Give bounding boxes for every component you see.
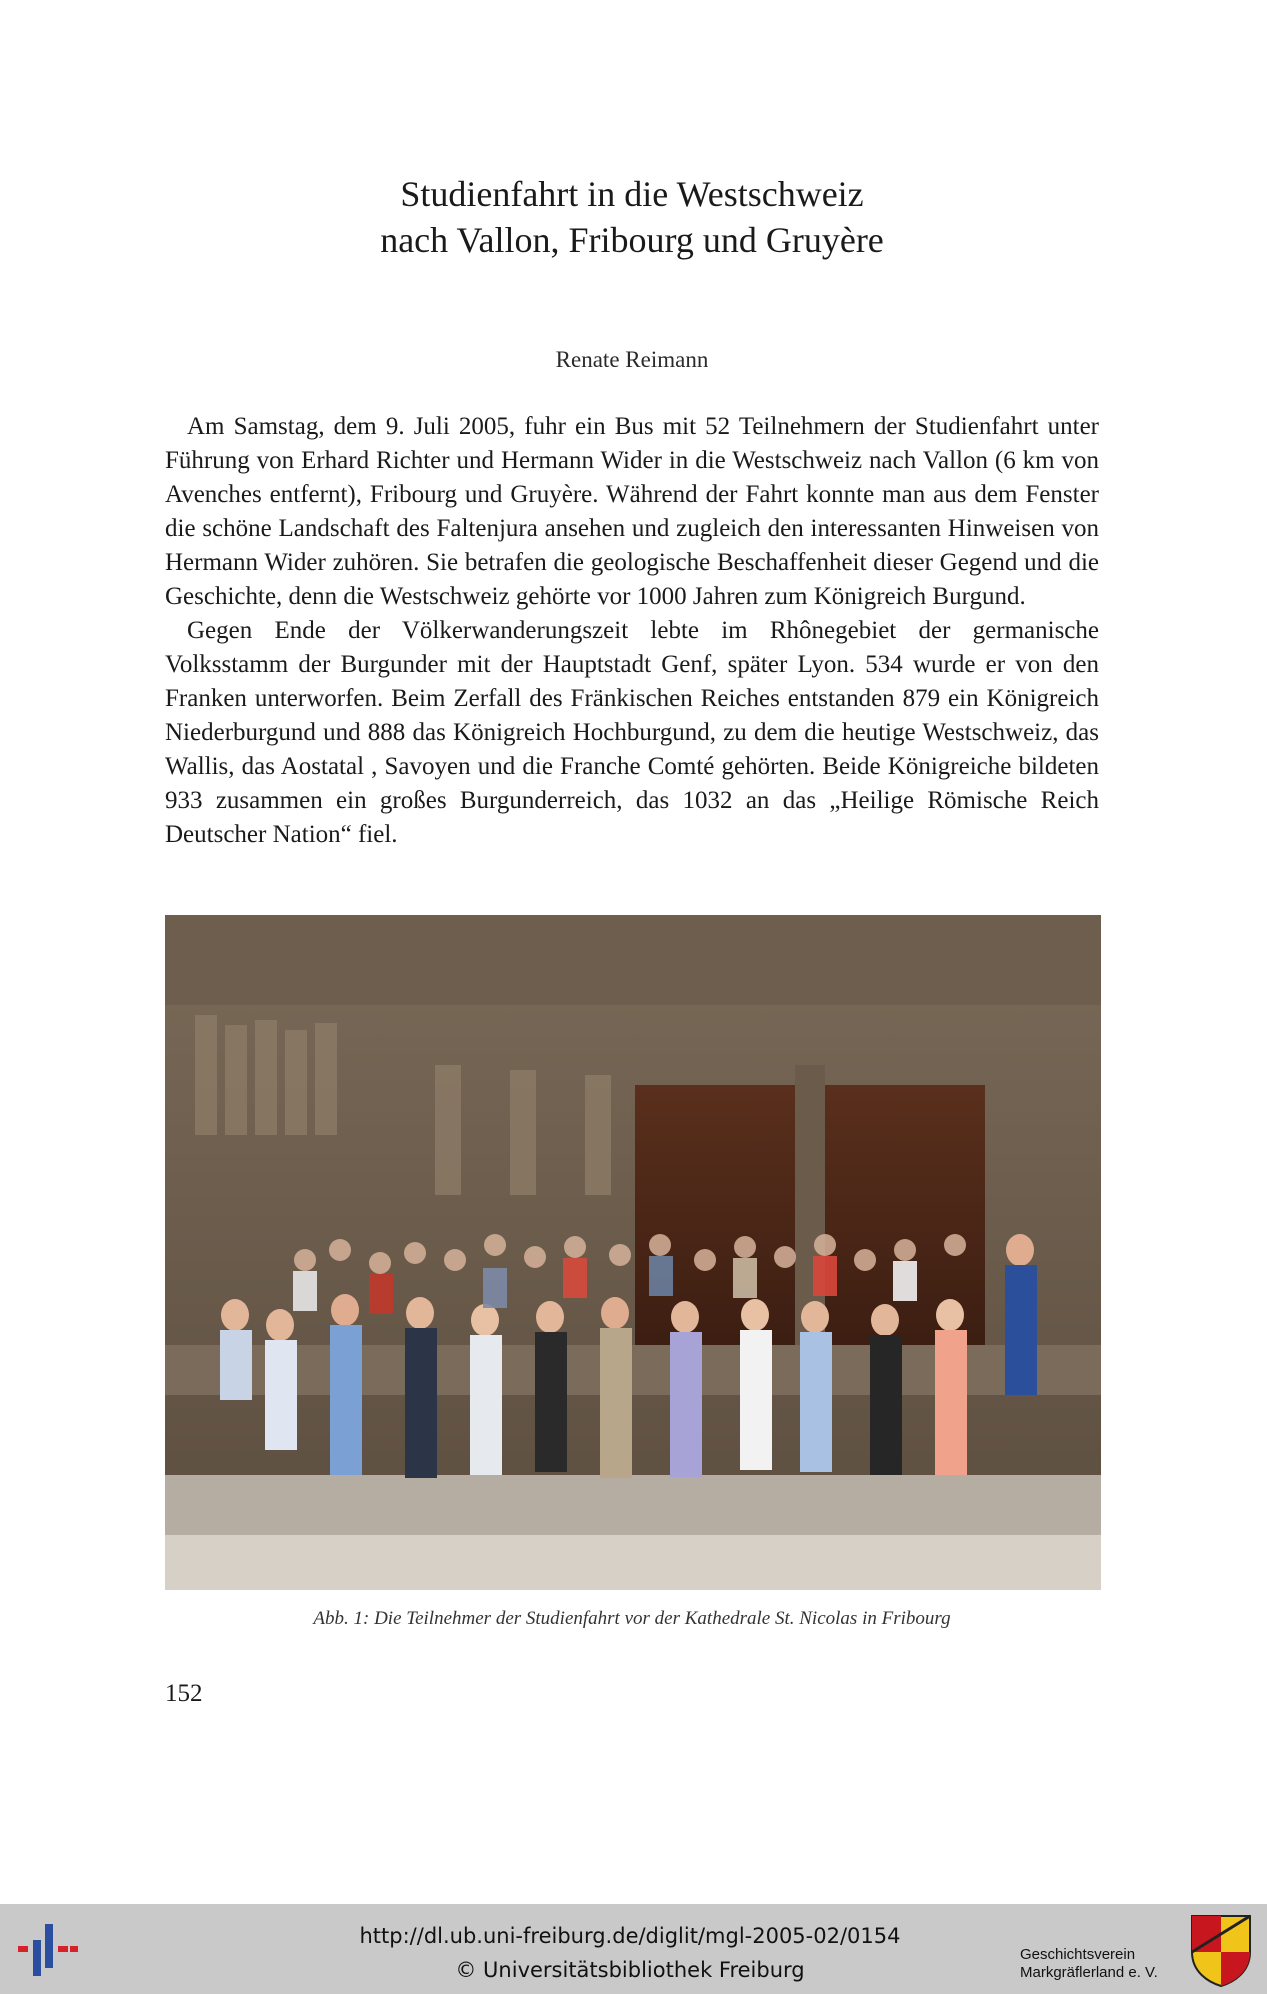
society-line-1: Geschichtsverein: [1020, 1946, 1136, 1963]
paragraph-2: Gegen Ende der Völkerwanderungszeit lebte im Rhônegebiet der germanische Volksstamm der Burgunder mit der Hauptstadt Genf, später Lyon. 534 wurde er von den Franken unterworfen. Beim Zerfall des Fränkischen Reiches entstanden 879 ein Königreich Niederburgund und 888 das Königreich Hochburgund, zu dem die heutige Westschweiz, das Wallis, das Aostatal , Savoyen und die Franche Comté gehörten. Beide Königreiche bildeten 933 zusammen ein großes Burgunderreich, das 1032 an das „Heilige Römische Reich Deutscher Nation“ fiel.: [165, 617, 1099, 848]
footer-bar: [0, 1904, 1267, 1994]
cathedral-group-photo-image: [165, 915, 1101, 1590]
title-line-2: nach Vallon, Fribourg und Gruyère: [380, 220, 884, 260]
article-body: [165, 410, 1099, 852]
figure-caption: Abb. 1: Die Teilnehmer der Studienfahrt vor der Kathedrale St. Nicolas in Fribourg: [313, 1608, 951, 1629]
author-name: Renate Reimann: [555, 347, 709, 372]
article-title: [165, 171, 1099, 263]
paragraph-1: Am Samstag, dem 9. Juli 2005, fuhr ein Bus mit 52 Teilnehmern der Studienfahrt unter Führung von Erhard Richter und Hermann Wider in die Westschweiz nach Vallon (6 km von Avenches entfernt), Fribourg und Gruyère. Während der Fahrt konnte man aus dem Fenster die schöne Landschaft des Faltenjura ansehen und zugleich den interessanten Hinweisen von Hermann Wider zuhören. Sie betrafen die geologische Beschaffenheit dieser Gegend und die Geschichte, denn die Westschweiz gehörte vor 1000 Jahren zum Königreich Burgund.: [165, 413, 1099, 610]
document-url[interactable]: http://dl.ub.uni-freiburg.de/diglit/mgl-2005-02/0154: [359, 1924, 901, 1948]
society-name: [1020, 1946, 1158, 1982]
coat-of-arms-icon: [1188, 1912, 1254, 1988]
ub-freiburg-logo-icon: [16, 1922, 80, 1978]
copyright-notice: © Universitätsbibliothek Freiburg: [455, 1958, 805, 1982]
title-line-1: Studienfahrt in die Westschweiz: [400, 174, 864, 214]
group-photo: [165, 915, 1101, 1590]
page-number: 152: [165, 1680, 203, 1707]
society-line-2: Markgräflerland e. V.: [1020, 1964, 1158, 1981]
